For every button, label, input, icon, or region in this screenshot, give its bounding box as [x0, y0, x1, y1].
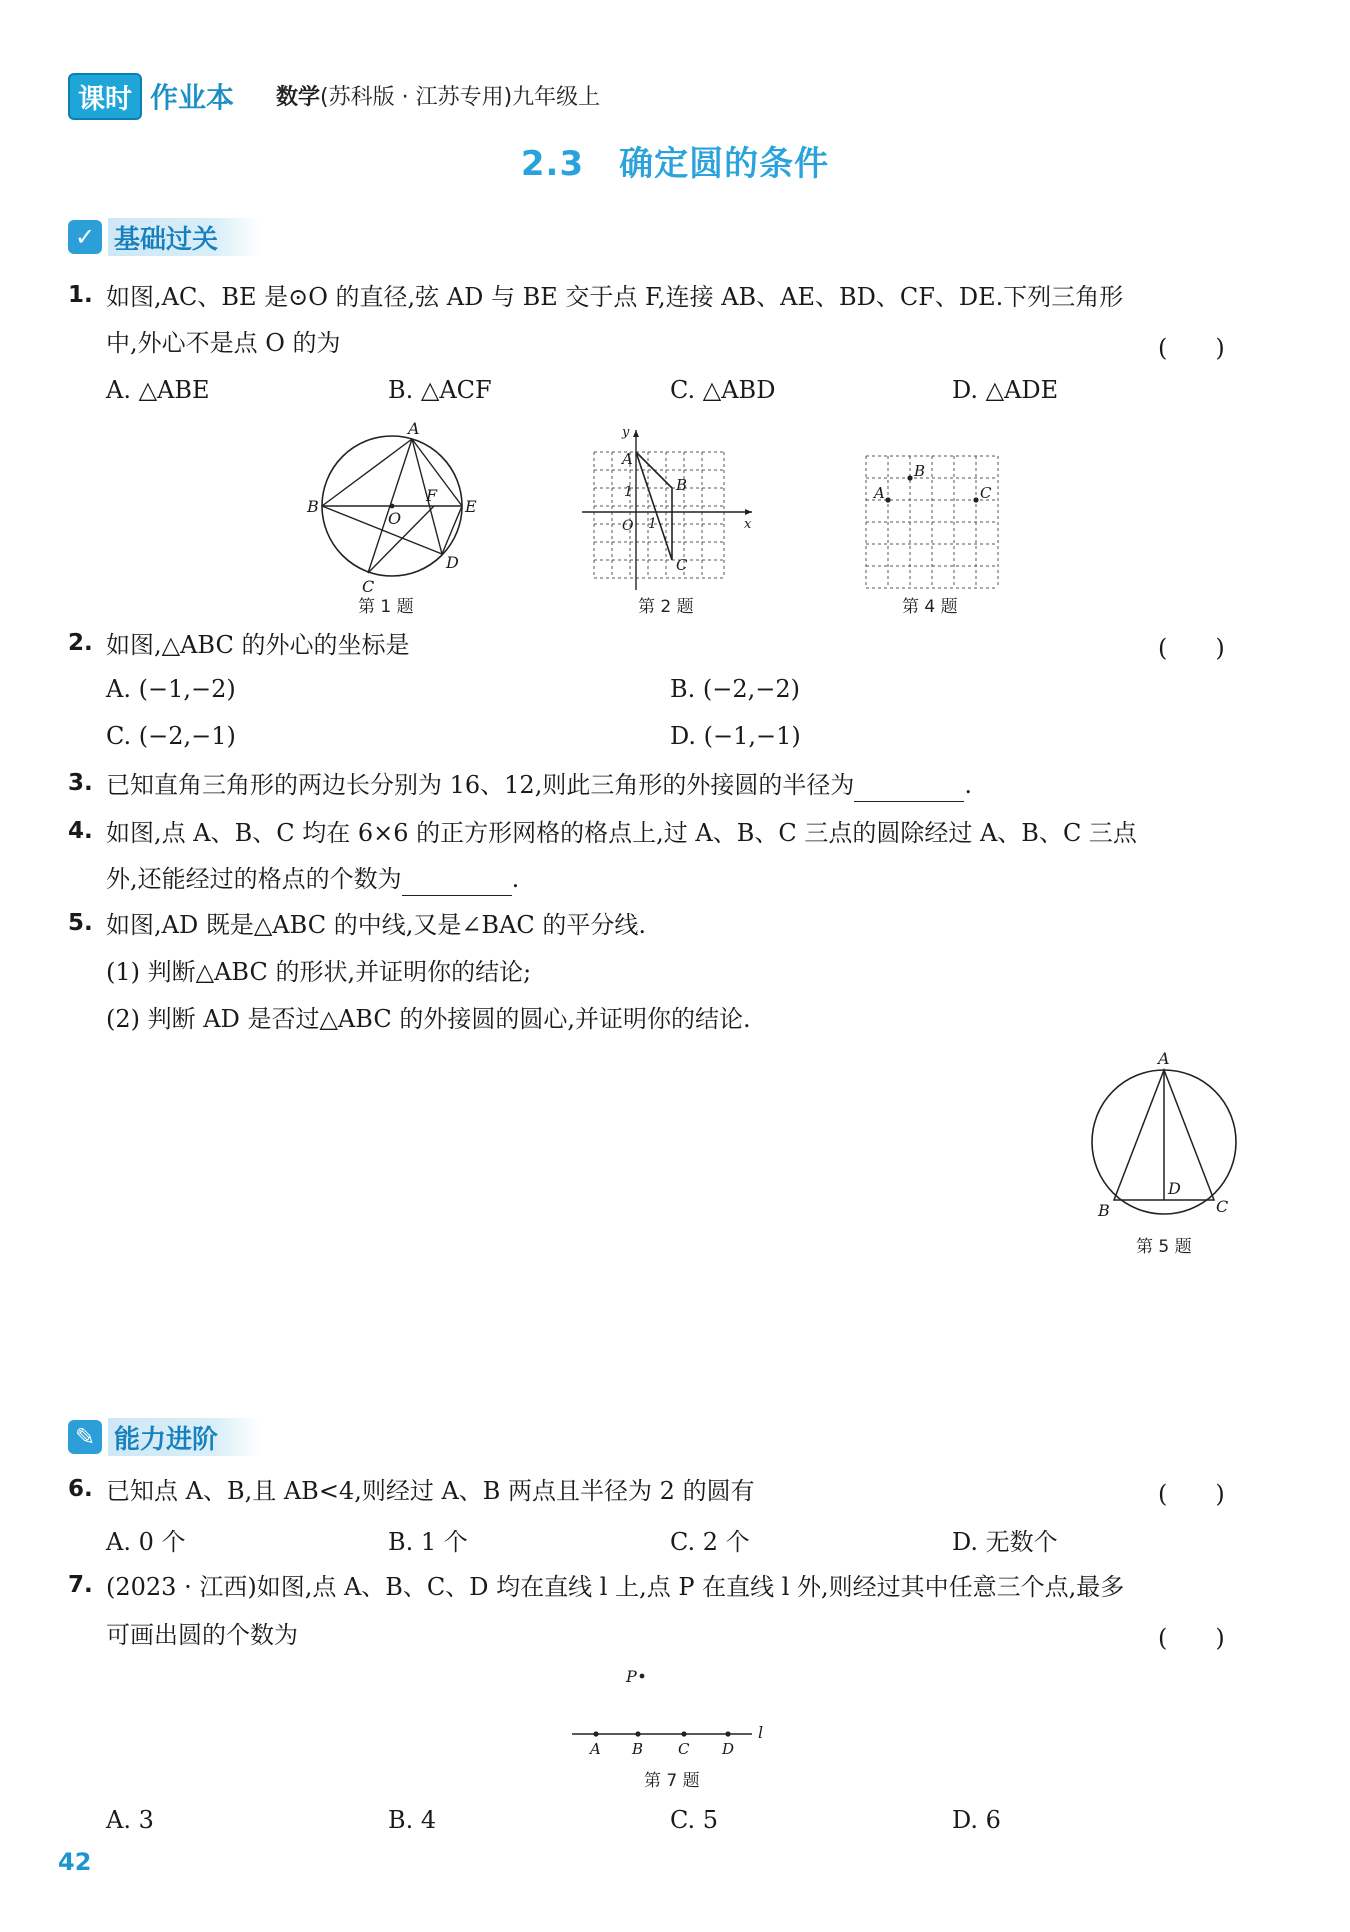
question-end: .: [964, 771, 972, 799]
logo-text: 作业本: [150, 81, 235, 114]
option-d: D. (−1,−1): [670, 722, 801, 750]
answer-blank: [402, 870, 512, 896]
label-d: D: [446, 553, 459, 572]
question-number: 4.: [68, 818, 93, 844]
figure-7-line: [566, 1660, 776, 1760]
label-f: F: [426, 486, 438, 505]
answer-paren: ( ): [1158, 334, 1225, 362]
option-d: D. 无数个: [952, 1528, 1058, 1556]
label-a: A: [408, 419, 420, 438]
answer-blank: [854, 776, 964, 802]
option-d: D. △ADE: [952, 376, 1059, 404]
sub-question-1: (1) 判断△ABC 的形状,并证明你的结论;: [106, 958, 532, 986]
option-b: B. 1 个: [388, 1528, 468, 1556]
option-c: C. (−2,−1): [106, 722, 236, 750]
book-logo: [68, 74, 234, 118]
point-p: [640, 1674, 645, 1679]
figure-5-circle: [1086, 1050, 1246, 1220]
question-text: 可画出圆的个数为: [106, 1621, 298, 1649]
sub-question-2: (2) 判断 AD 是否过△ABC 的外接圆的圆心,并证明你的结论.: [106, 1005, 751, 1033]
label-c: C: [676, 556, 688, 574]
label-d: D: [1168, 1179, 1181, 1198]
label-c: C: [362, 577, 375, 596]
header-subject: [276, 80, 600, 111]
question-body: 已知直角三角形的两边长分别为 16、12,则此三角形的外接圆的半径为: [106, 771, 855, 799]
question-number: 6.: [68, 1476, 93, 1502]
label-o: O: [388, 509, 402, 528]
question-text: (2023 · 江西)如图,点 A、B、C、D 均在直线 l 上,点 P 在直线 l 外,则经过其中任意三个点,最多: [106, 1573, 1125, 1601]
section-banner-advanced: [68, 1416, 260, 1458]
figure-caption: 第 7 题: [644, 1771, 700, 1791]
label-b: B: [1098, 1201, 1110, 1220]
label-p: P: [626, 1667, 637, 1686]
question-number: 7.: [68, 1572, 93, 1598]
question-number: 3.: [68, 770, 93, 796]
option-b: B. (−2,−2): [670, 675, 801, 703]
figure-1-circle: [300, 418, 490, 598]
section-banner-basic: [68, 216, 260, 258]
option-b: B. △ACF: [388, 376, 492, 404]
label-d: D: [722, 1740, 735, 1758]
question-number: 1.: [68, 282, 93, 308]
tick-one-y: 1: [624, 484, 633, 500]
question-number: 2.: [68, 630, 93, 656]
label-c: C: [1216, 1197, 1229, 1216]
point-a: [593, 1731, 598, 1736]
subject-edition: (苏科版 · 江苏专用)九年级上: [320, 85, 601, 110]
label-c: C: [980, 484, 992, 502]
question-text: 如图,AC、BE 是⊙O 的直径,弦 AD 与 BE 交于点 F,连接 AB、AE、BD、CF、DE.下列三角形: [106, 283, 1124, 311]
question-end: .: [511, 865, 520, 893]
question-text: 如图,AD 既是△ABC 的中线,又是∠BAC 的平分线.: [106, 911, 647, 939]
question-text: 如图,点 A、B、C 均在 6×6 的正方形网格的格点上,过 A、B、C 三点的圆除经过 A、B、C 三点: [106, 819, 1137, 847]
segment-bd: [322, 506, 442, 554]
question-text: [106, 768, 972, 802]
label-y: y: [622, 425, 630, 440]
point-c: [681, 1731, 686, 1736]
option-b: B. 4: [388, 1806, 437, 1834]
figure-4-grid: [864, 454, 1004, 590]
point-a: [885, 497, 890, 502]
point-b: [635, 1731, 640, 1736]
tick-one-x: 1: [648, 516, 657, 532]
question-number: 5.: [68, 910, 93, 936]
answer-paren: ( ): [1158, 1624, 1225, 1652]
segment-ab: [322, 439, 412, 506]
option-a: A. △ABE: [106, 376, 210, 404]
option-c: C. 5: [670, 1806, 719, 1834]
question-text: [106, 862, 519, 896]
option-a: A. 0 个: [106, 1528, 186, 1556]
figure-caption: 第 5 题: [1136, 1237, 1192, 1257]
option-a: A. (−1,−2): [106, 675, 236, 703]
answer-paren: ( ): [1158, 634, 1225, 662]
question-body: 外,还能经过的格点的个数为: [106, 865, 402, 893]
label-a: A: [1158, 1050, 1170, 1068]
check-icon: ✓: [68, 220, 102, 254]
section-title: 2.3 确定圆的条件: [520, 144, 830, 184]
label-x: x: [744, 517, 752, 532]
figure-caption: 第 2 题: [638, 597, 694, 617]
point-b: [907, 475, 912, 480]
option-c: C. 2 个: [670, 1528, 750, 1556]
label-e: E: [465, 497, 477, 516]
section-label-basic: 基础过关: [108, 218, 260, 256]
point-c: [973, 497, 978, 502]
option-c: C. △ABD: [670, 376, 776, 404]
answer-paren: ( ): [1158, 1480, 1225, 1508]
option-d: D. 6: [952, 1806, 1001, 1834]
label-b: B: [307, 497, 319, 516]
label-b: B: [632, 1740, 644, 1758]
question-text: 已知点 A、B,且 AB<4,则经过 A、B 两点且半径为 2 的圆有: [106, 1477, 755, 1505]
label-b: B: [914, 462, 926, 480]
pencil-icon: ✎: [68, 1420, 102, 1454]
point-d: [725, 1731, 730, 1736]
figure-caption: 第 4 题: [902, 597, 958, 617]
question-text: 如图,△ABC 的外心的坐标是: [106, 631, 410, 659]
option-a: A. 3: [106, 1806, 154, 1834]
section-label-advanced: 能力进阶: [108, 1418, 260, 1456]
label-a: A: [622, 450, 633, 468]
figure-caption: 第 1 题: [358, 597, 414, 617]
label-c: C: [678, 1740, 690, 1758]
subject-name: 数学: [276, 85, 321, 110]
segment-de: [442, 506, 462, 554]
question-text: 中,外心不是点 O 的为: [106, 329, 341, 357]
logo-badge: 课时: [68, 73, 142, 120]
center-point: [390, 504, 395, 509]
label-origin: O: [622, 518, 634, 534]
label-l: l: [758, 1723, 764, 1742]
page-number: 42: [58, 1848, 92, 1876]
label-a: A: [874, 484, 885, 502]
label-a: A: [590, 1740, 601, 1758]
label-b: B: [676, 476, 688, 494]
figure-2-grid: [578, 424, 758, 590]
